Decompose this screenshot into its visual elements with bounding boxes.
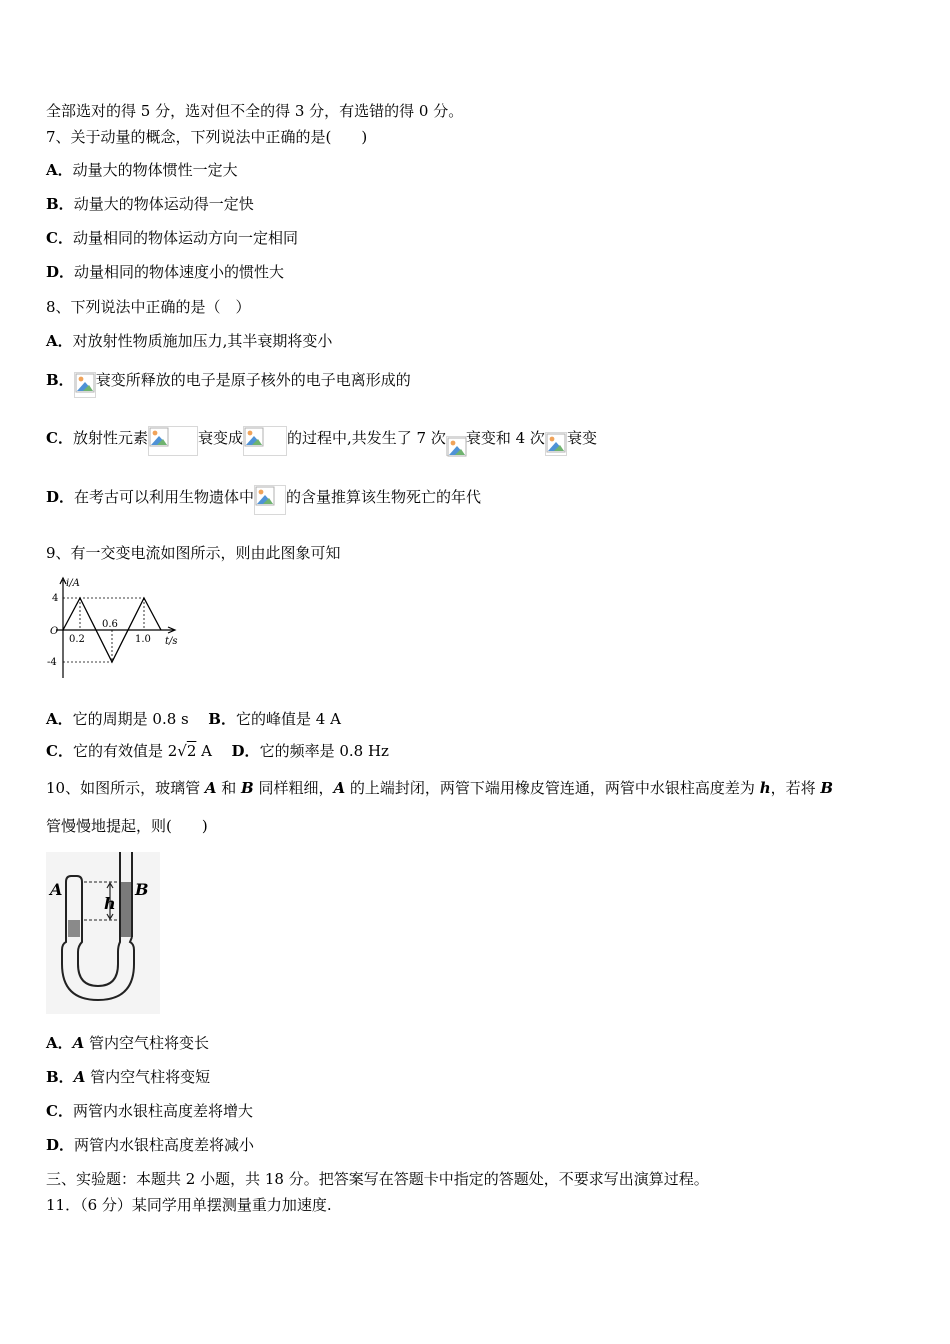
option-text: 的过程中,共发生了 7 次 (286, 429, 446, 447)
option-text: 衰变和 4 次 (465, 429, 545, 447)
section-3-heading: 三、实验题：本题共 2 小题，共 18 分。把答案写在答题卡中指定的答题处，不要求写出演算过程。 (46, 1170, 709, 1188)
broken-image-icon (243, 426, 287, 456)
q7-stem: 7、关于动量的概念，下列说法中正确的是( ) (46, 128, 368, 146)
option-label: B． (46, 195, 74, 213)
q7-option-d (46, 262, 284, 282)
q9-options-ab (46, 709, 341, 729)
q10-option-d (46, 1135, 254, 1155)
option-label: C． (46, 429, 73, 447)
q8-stem: 8、下列说法中正确的是（ ） (46, 298, 251, 316)
q10-option-a (46, 1033, 209, 1053)
sqrt-symbol: √2 (177, 742, 197, 760)
stem-text: 10、如图所示，玻璃管 (46, 779, 205, 797)
option-text: 动量大的物体运动得一定快 (73, 195, 254, 213)
q7-option-b (46, 194, 254, 214)
option-text: 的含量推算该生物死亡的年代 (286, 488, 482, 506)
intro-text: 全部选对的得 5 分，选对但不全的得 3 分，有选错的得 0 分。 (46, 102, 464, 120)
q11-stem: 11．（6 分）某同学用单摆测量重力加速度. (46, 1196, 332, 1214)
option-label: A． (46, 161, 73, 179)
stem-text: 同样粗细， (253, 779, 334, 797)
u-tube-figure (46, 852, 160, 1014)
origin-label: O (50, 626, 59, 637)
option-label: D． (46, 1136, 75, 1154)
q7-option-c (46, 228, 298, 248)
label-a: A (50, 880, 63, 899)
option-text: 衰变所释放的电子是原子核外的电子电离形成的 (95, 371, 411, 389)
y-axis-label: i/A (66, 578, 80, 589)
q8-option-a (46, 331, 332, 351)
q10-stem-line1 (46, 778, 833, 798)
option-label: A． (46, 710, 73, 728)
option-text: 两管内水银柱高度差将减小 (74, 1136, 255, 1154)
option-text: 它的峰值是 4 A (235, 710, 341, 728)
q8-option-d (46, 479, 481, 515)
option-label: B． (208, 710, 236, 728)
option-text: 两管内水银柱高度差将增大 (72, 1102, 253, 1120)
option-text: 对放射性物质施加压力,其半衰期将变小 (72, 332, 333, 350)
broken-image-icon (74, 372, 96, 398)
stem-text: 和 (216, 779, 242, 797)
q10-option-b (46, 1067, 210, 1087)
figure-background (46, 852, 160, 1014)
option-label: A． (46, 1034, 73, 1052)
option-text: 衰变 (566, 429, 597, 447)
x-axis-label: t/s (165, 636, 178, 647)
option-text: 动量大的物体惯性一定大 (72, 161, 238, 179)
broken-image-icon (254, 485, 286, 515)
option-label: C． (46, 742, 73, 760)
tube-a-ref: A (72, 1034, 85, 1052)
x-tick-0-6: 0.6 (102, 619, 118, 630)
broken-image-icon (148, 426, 198, 456)
q10-option-c (46, 1101, 253, 1121)
option-label: C． (46, 1102, 73, 1120)
label-b: B (135, 880, 149, 899)
option-text: 它的周期是 0.8 s (72, 710, 189, 728)
tube-a-ref: A (204, 779, 217, 797)
option-label: D． (231, 742, 260, 760)
option-label: B． (46, 1068, 74, 1086)
option-text: 衰变成 (197, 429, 243, 447)
option-text: 放射性元素 (72, 429, 148, 447)
height-ref: h (759, 779, 771, 797)
broken-image-icon (545, 432, 567, 456)
option-text: 动量相同的物体速度小的惯性大 (74, 263, 285, 281)
mercury-a (68, 920, 80, 937)
y-tick-neg: -4 (47, 657, 57, 668)
option-text: 管内空气柱将变短 (85, 1068, 211, 1086)
q9-stem: 9、有一交变电流如图所示，则由此图象可知 (46, 544, 341, 562)
mercury-b (121, 882, 131, 937)
label-h: h (104, 894, 116, 913)
y-tick-pos: 4 (52, 593, 59, 604)
option-label: C． (46, 229, 73, 247)
tube-b-ref: B (820, 779, 834, 797)
option-label: A． (46, 332, 73, 350)
stem-text: 的上端封闭，两管下端用橡皮管连通，两管中水银柱高度差为 (345, 779, 760, 797)
option-text: 它的有效值是 2 (72, 742, 178, 760)
option-text: 在考古可以利用生物遗体中 (74, 488, 255, 506)
broken-image-icon (446, 436, 466, 456)
q7-option-a (46, 160, 238, 180)
option-text: 它的频率是 0.8 Hz (259, 742, 389, 760)
option-label: B． (46, 371, 74, 389)
q8-option-c (46, 420, 597, 456)
q9-options-cd (46, 741, 389, 761)
option-text: 动量相同的物体运动方向一定相同 (72, 229, 298, 247)
option-label: D． (46, 263, 75, 281)
x-tick-1-0: 1.0 (135, 634, 151, 645)
sqrt-radicand: 2 (186, 742, 197, 760)
q8-option-b (46, 362, 411, 398)
tube-b-ref: B (241, 779, 254, 797)
x-tick-0-2: 0.2 (69, 634, 85, 645)
stem-text: ，若将 (770, 779, 821, 797)
ac-current-graph (44, 574, 194, 684)
option-text: 管内空气柱将变长 (84, 1034, 210, 1052)
tube-a-ref: A (333, 779, 346, 797)
option-unit: A (196, 742, 212, 760)
tube-a-ref: A (73, 1068, 86, 1086)
q10-stem-line2: 管慢慢地提起，则( ) (46, 817, 208, 835)
option-label: D． (46, 488, 75, 506)
